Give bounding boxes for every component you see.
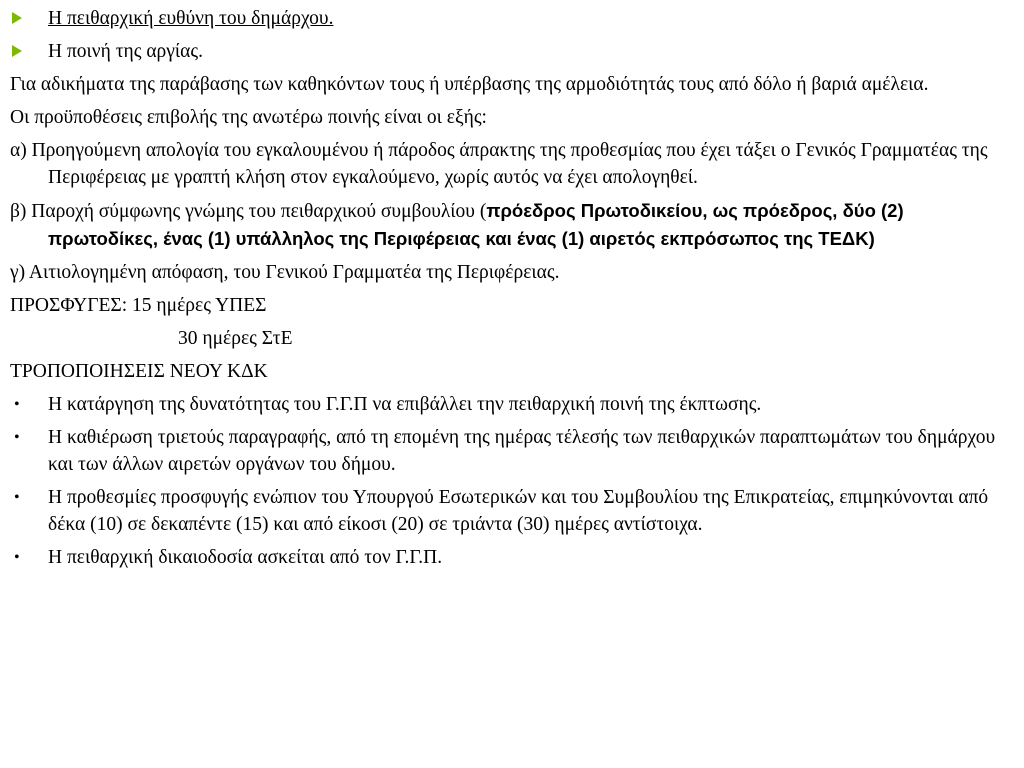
arrow-item-text: Η ποινή της αργίας.	[48, 41, 203, 62]
bullet-item	[10, 544, 1006, 571]
condition-b-lead: β) Παροχή σύμφωνης γνώμης του πειθαρχικού συμβουλίου (	[10, 201, 487, 222]
appeals-line-ste: 30 ημέρες ΣτΕ	[178, 328, 293, 349]
arrow-bullet-icon	[12, 45, 22, 57]
bullet-item-text: Η προθεσμίες προσφυγής ενώπιον του Υπουργού Εσωτερικών και του Συμβουλίου της Επικρατείας, επιμηκύνονται από δέκα (10) σε δεκαπέντε (15) και από είκοσι (20) σε τριάντα (30) ημέρες αντίστοιχα.	[48, 487, 989, 535]
bullet-item-text: Η καθιέρωση τριετούς παραγραφής, από τη επομένη της ημέρας τέλεσής των πειθαρχικών παραπτωμάτων του δημάρχου και των άλλων αιρετών οργάνων του δήμου.	[48, 427, 996, 475]
bullet-dot-icon: •	[14, 549, 20, 566]
bullet-item	[10, 424, 1006, 478]
arrow-bullet-icon	[12, 12, 22, 24]
bullet-dot-icon: •	[14, 429, 20, 446]
arrow-item-disciplinary-liability	[10, 5, 1006, 32]
condition-a: α) Προηγούμενη απολογία του εγκαλουμένου ή πάροδος άπρακτης της προθεσμίας που έχει τάξει ο Γενικός Γραμματέας της Περιφέρειας με γραπτή κλήση στον εγκαλούμενο, χωρίς αυτός να έχει απολογηθεί.	[10, 140, 988, 188]
amendments-heading: ΤΡΟΠΟΠΟΙΗΣΕΙΣ ΝΕΟΥ ΚΔΚ	[10, 361, 268, 382]
arrow-item-suspension-penalty	[10, 38, 1006, 65]
paragraph-offenses: Για αδικήματα της παράβασης των καθηκόντων τους ή υπέρβασης της αρμοδιότητάς τους από δόλο ή βαριά αμέλεια.	[10, 74, 929, 95]
bullet-item	[10, 484, 1006, 538]
condition-b-council: πρόεδρος Πρωτοδικείου, ως πρόεδρος, δύο (2) πρωτοδίκες, ένας (1) υπάλληλος της Περιφέρειας και ένας (1) αιρετός εκπρόσωπος της ΤΕΔΚ)	[48, 200, 904, 249]
bullet-item	[10, 391, 1006, 418]
bullet-dot-icon: •	[14, 489, 20, 506]
condition-b	[10, 197, 1006, 253]
bullet-item-text: Η πειθαρχική δικαιοδοσία ασκείται από τον Γ.Γ.Π.	[48, 547, 443, 568]
bullet-dot-icon: •	[14, 396, 20, 413]
paragraph-conditions: Οι προϋποθέσεις επιβολής της ανωτέρω ποινής είναι οι εξής:	[10, 107, 487, 128]
arrow-item-text: Η πειθαρχική ευθύνη του δημάρχου.	[48, 8, 334, 29]
appeals-line-ypes: ΠΡΟΣΦΥΓΕΣ: 15 ημέρες ΥΠΕΣ	[10, 295, 267, 316]
bullet-item-text: Η κατάργηση της δυνατότητας του Γ.Γ.Π να επιβάλλει την πειθαρχική ποινή της έκπτωσης.	[48, 394, 762, 415]
condition-c: γ) Αιτιολογημένη απόφαση, του Γενικού Γραμματέα της Περιφέρειας.	[10, 262, 560, 283]
